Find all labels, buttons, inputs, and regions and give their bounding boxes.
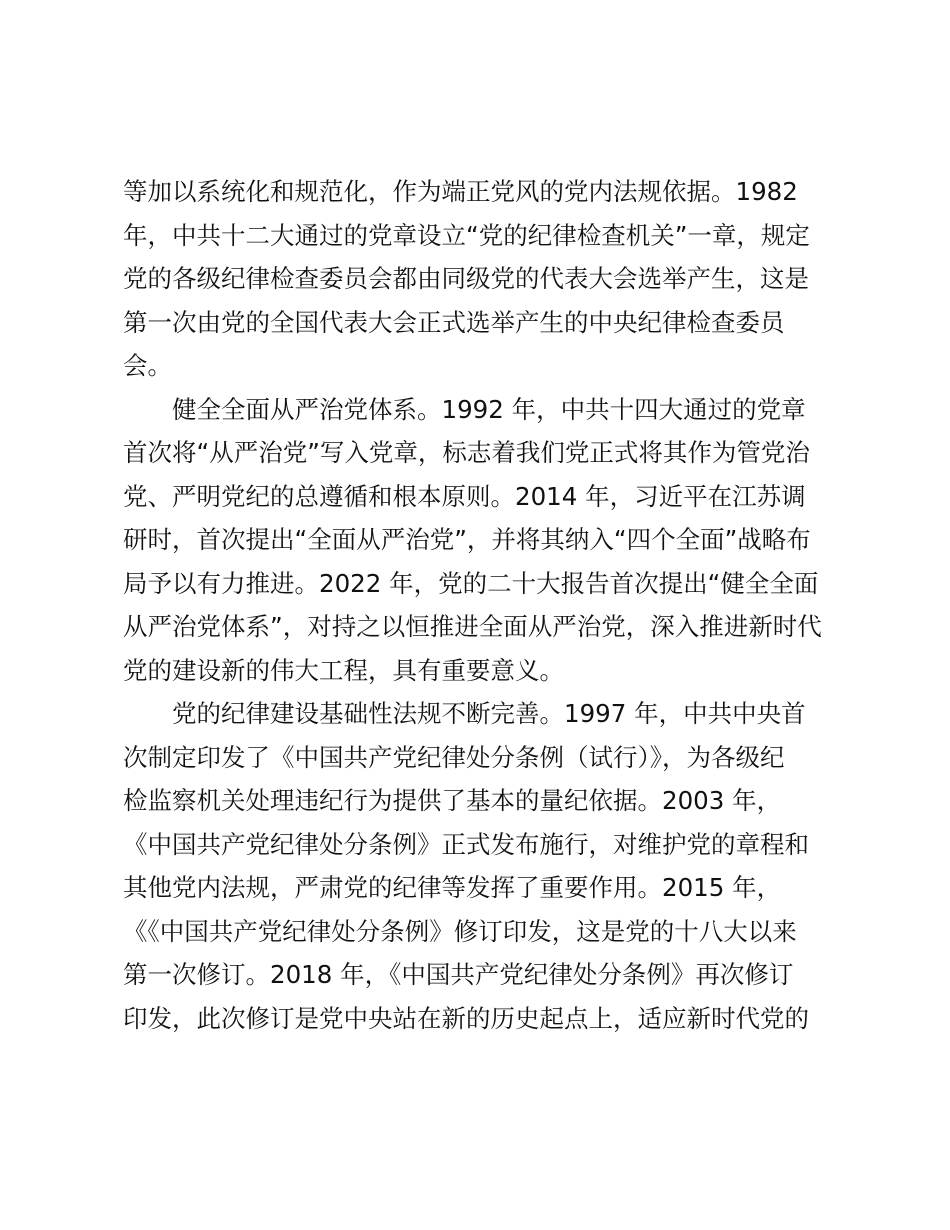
- paragraph-3: [123, 692, 833, 1040]
- paragraph-line: 第一次修订。2018 年，《中国共产党纪律处分条例》再次修订: [123, 960, 794, 989]
- paragraph-line: 局予以有力推进。2022 年，党的二十大报告首次提出“健全全面: [123, 568, 819, 598]
- paragraph-line: 党的纪律建设基础性法规不断完善。1997 年，中共中央首: [172, 699, 806, 728]
- paragraph-line: 检监察机关处理违纪行为提供了基本的量纪依据。2003 年，: [123, 786, 782, 815]
- paragraph-2: [123, 388, 833, 693]
- paragraph-line: 印发，此次修订是党中央站在新的历史起点上，适应新时代党的: [123, 1003, 809, 1033]
- paragraph-line: 健全全面从严治党体系。1992 年，中共十四大通过的党章: [172, 394, 806, 424]
- paragraph-line: 会。: [123, 351, 172, 380]
- paragraph-line: 《《中国共产党纪律处分条例》修订印发，这是党的十八大以来: [123, 916, 797, 946]
- paragraph-line: 年，中共十二大通过的党章设立“党的纪律检查机关”一章，规定: [123, 220, 810, 250]
- paragraph-line: 党的建设新的伟大工程，具有重要意义。: [123, 655, 564, 685]
- paragraph-line: 研时，首次提出“全面从严治党”，并将其纳入“四个全面”战略布: [123, 525, 811, 554]
- paragraph-line: 次制定印发了《中国共产党纪律处分条例（试行）》，为各级纪: [123, 742, 785, 772]
- body-text: [123, 170, 833, 1040]
- paragraph-line: 党的各级纪律检查委员会都由同级党的代表大会选举产生，这是: [123, 264, 809, 293]
- paragraph-line: 第一次由党的全国代表大会正式选举产生的中央纪律检查委员: [123, 307, 785, 337]
- paragraph-line: 等加以系统化和规范化，作为端正党风的党内法规依据。1982: [123, 177, 798, 206]
- paragraph-line: 《中国共产党纪律处分条例》正式发布施行，对维护党的章程和: [123, 829, 809, 859]
- paragraph-line: 从严治党体系”，对持之以恒推进全面从严治党，深入推进新时代: [123, 612, 822, 641]
- paragraph-line: 其他党内法规，严肃党的纪律等发挥了重要作用。2015 年，: [123, 873, 782, 902]
- paragraph-line: 党、严明党纪的总遵循和根本原则。2014 年，习近平在江苏调: [123, 481, 806, 511]
- paragraph-line: 首次将“从严治党”写入党章，标志着我们党正式将其作为管党治: [123, 438, 810, 467]
- paragraph-1: [123, 170, 833, 388]
